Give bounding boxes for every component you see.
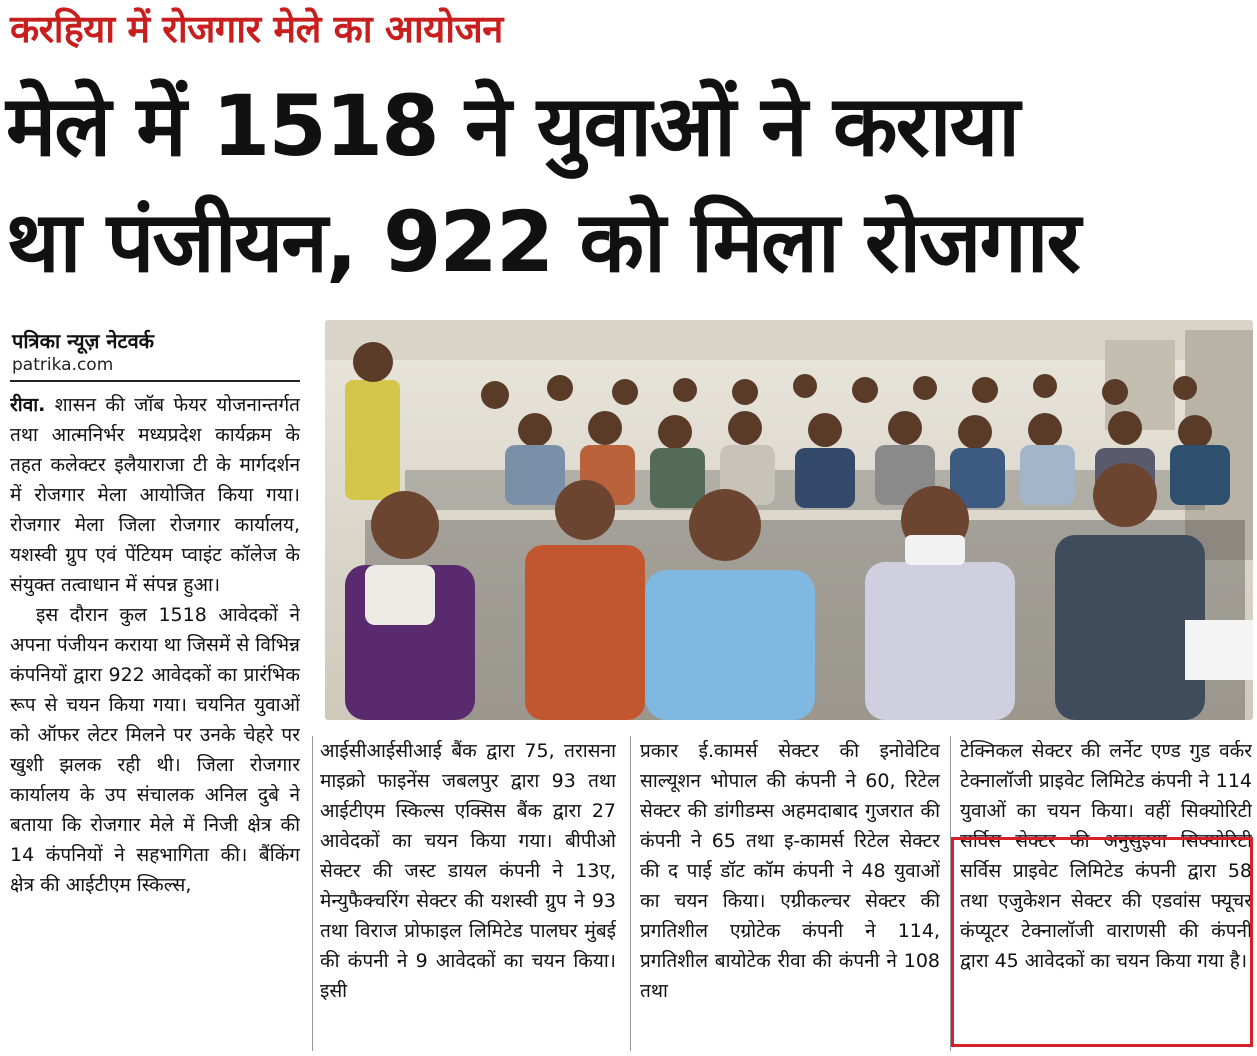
article-column-1 (10, 390, 300, 1050)
column-separator (312, 736, 313, 1051)
paragraph-2: इस दौरान कुल 1518 आवेदकों ने अपना पंजीयन कराया था जिसमें से विभिन्न कंपनियों द्वारा 922 आवेदकों का प्रारंभिक रूप से चयन किया गया। चयनित युवाओं को ऑफर लेटर मिलने पर उनके चेहरे पर खुशी झलक रही थी। जिला रोजगार कार्यालय के उप संचालक अनिल दुबे ने बताया कि रोजगार मेले में निजी क्षेत्र की 14 कंपनियों ने सहभागिता की। बैंकिंग क्षेत्र की आईटीएम स्किल्स, (10, 604, 300, 896)
headline-line-2: था पंजीयन, 922 को मिला रोजगार (6, 193, 1079, 291)
paragraph-1-text: शासन की जॉब फेयर योजनान्तर्गत तथा आत्मनिर्भर मध्यप्रदेश कार्यक्रम के तहत कलेक्टर इलैयाराजा टी के मार्गदर्शन में रोजगार मेला आयोजित किया गया। रोजगार मेला जिला रोजगार कार्यालय, यशस्वी ग्रुप एवं पेंटियम प्वाइंट कॉलेज के संयुक्त तत्वाधान में संपन्न हुआ। (10, 394, 300, 596)
article-column-3: प्रकार ई.कामर्स सेक्टर की इनोवेटिव साल्यूशन भोपाल की कंपनी ने 60, रिटेल सेक्टर की डांगीडम्स अहमदाबाद गुजरात की कंपनी ने 65 तथा इ-कामर्स रिटेल सेक्टर की द पाई डॉट कॉम कंपनी ने 48 युवाओं का चयन किया। एग्रीकल्चर सेक्टर की प्रगतिशील एग्रोटेक कंपनी ने 114, प्रगतिशील बायोटेक रीवा की कंपनी ने 108 तथा (640, 740, 940, 1002)
article-column-4: टेक्निकल सेक्टर की लर्नेट एण्ड गुड वर्कर टेक्नालॉजी प्राइवेट लिमिटेड कंपनी ने 114 युवाओं का चयन किया। वहीं सिक्योरिटी सर्विस सेक्टर की अनुसुइया सिक्योरिटी सर्विस प्राइवेट लिमिटेड कंपनी द्वारा 58 तथा एजुकेशन सेक्टर की एडवांस फ्यूचर कंप्यूटर टेक्नालॉजी वाराणसी की कंपनी द्वारा 45 आवेदकों का चयन किया गया है। (960, 740, 1252, 972)
article-column-2: आईसीआईसीआई बैंक द्वारा 75, तरासना माइक्रो फाइनेंस जबलपुर द्वारा 93 तथा आईटीएम स्किल्स एक्सिस बैंक द्वारा 27 आवेदकों का चयन किया गया। बीपीओ सेक्टर की जस्ट डायल कंपनी ने 13ए, मेन्युफैक्चरिंग सेक्टर की यशस्वी ग्रुप ने 93 तथा विराज प्रोफाइल लिमिटेड पालघर मुंबई की कंपनी ने 9 आवेदकों का चयन किया। इसी (320, 740, 616, 1002)
byline-divider (10, 380, 300, 382)
paragraph-1 (10, 390, 300, 600)
headline-line-1: मेले में 1518 ने युवाओं ने कराया (6, 77, 1019, 175)
site-link[interactable]: patrika.com (12, 355, 114, 375)
byline: पत्रिका न्यूज़ नेटवर्क (12, 329, 155, 353)
article-kicker: करहिया में रोजगार मेले का आयोजन (10, 7, 503, 51)
column-separator (950, 736, 951, 1051)
dateline: रीवा. (10, 394, 46, 416)
column-separator (630, 736, 631, 1051)
job-fair-photo (325, 320, 1253, 720)
